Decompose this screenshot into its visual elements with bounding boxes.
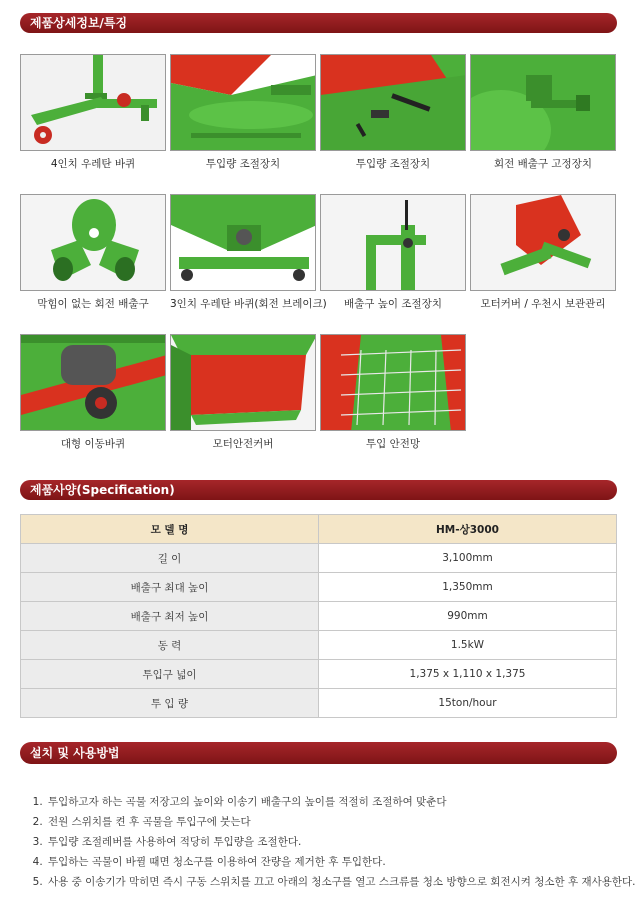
motor-safety-cover-photo [170,334,316,431]
spec-value: 1,375 x 1,110 x 1,375 [319,660,617,689]
spec-label: 길 이 [21,544,319,573]
lock-photo [470,54,616,151]
table-row [21,631,617,660]
feature-caption: 배출구 높이 조절장치 [344,298,442,310]
table-row [21,602,617,631]
outlet-photo [20,194,166,291]
spec-value: 1.5kW [319,631,617,660]
feature-item [170,54,316,171]
list-item: 2. 전원 스위치를 켠 후 곡물을 투입구에 붓는다 [46,812,636,832]
feature-item [320,194,466,311]
install-section-title: 설치 및 사용방법 [20,742,617,764]
feature-caption: 투입량 조절장치 [355,158,431,170]
feature-item [20,194,166,311]
feature-caption: 3인치 우레탄 바퀴(회전 브레이크) [170,298,327,310]
large-wheel-photo [20,334,166,431]
feature-caption: 회전 배출구 고정장치 [494,158,592,170]
spec-value: 990mm [319,602,617,631]
spec-value: 1,350mm [319,573,617,602]
spec-label: 동 력 [21,631,319,660]
feature-caption: 모터안전커버 [212,438,274,450]
table-row [21,660,617,689]
feature-caption: 투입량 조절장치 [205,158,281,170]
table-row [21,689,617,718]
spec-label: 배출구 최대 높이 [21,573,319,602]
feature-item [320,334,466,451]
spec-header-row [21,515,617,544]
spec-header-value: HM-상3000 [319,515,617,544]
feature-item [20,54,166,171]
motor-cover-photo [470,194,616,291]
feature-item [470,194,616,311]
feature-caption: 대형 이동바퀴 [60,438,126,450]
list-item: 1. 투입하고자 하는 곡물 저장고의 높이와 이송기 배출구의 높이를 적절히 조절하여 맞춘다 [46,792,636,812]
spec-label: 투 입 량 [21,689,319,718]
wheel-frame-photo [20,54,166,151]
feature-caption: 모터커버 / 우천시 보관관리 [480,298,606,310]
spec-table [20,514,617,718]
list-item: 5. 사용 중 이송기가 막히면 즉시 구동 스위치를 끄고 아래의 청소구를 열고 스크류를 청소 방향으로 회전시켜 청소한 후 재사용한다. [46,872,636,892]
feature-caption: 4인치 우레탄 바퀴 [50,158,136,170]
feature-item [20,334,166,451]
table-row [21,573,617,602]
spec-header-label: 모 델 명 [21,515,319,544]
list-item: 4. 투입하는 곡물이 바뀔 때면 청소구를 이용하여 잔량을 제거한 후 투입한다. [46,852,636,872]
feature-caption: 투입 안전망 [365,438,421,450]
lever-photo [320,54,466,151]
install-steps-list [28,792,636,892]
feature-item [170,334,316,451]
spec-value: 3,100mm [319,544,617,573]
height-adjuster-photo [320,194,466,291]
feature-item [320,54,466,171]
feature-item [470,54,616,171]
spec-value: 15ton/hour [319,689,617,718]
features-section-title: 제품상세정보/특징 [20,13,617,33]
hopper-pipe-photo [170,54,316,151]
feature-item [170,194,327,311]
table-row [21,544,617,573]
feature-caption: 막힘이 없는 회전 배출구 [37,298,149,310]
safety-net-photo [320,334,466,431]
spec-label: 투입구 넓이 [21,660,319,689]
spec-section-title: 제품사양(Specification) [20,480,617,500]
caster-photo [170,194,316,291]
list-item: 3. 투입량 조절레버를 사용하여 적당히 투입량을 조절한다. [46,832,636,852]
spec-label: 배출구 최저 높이 [21,602,319,631]
